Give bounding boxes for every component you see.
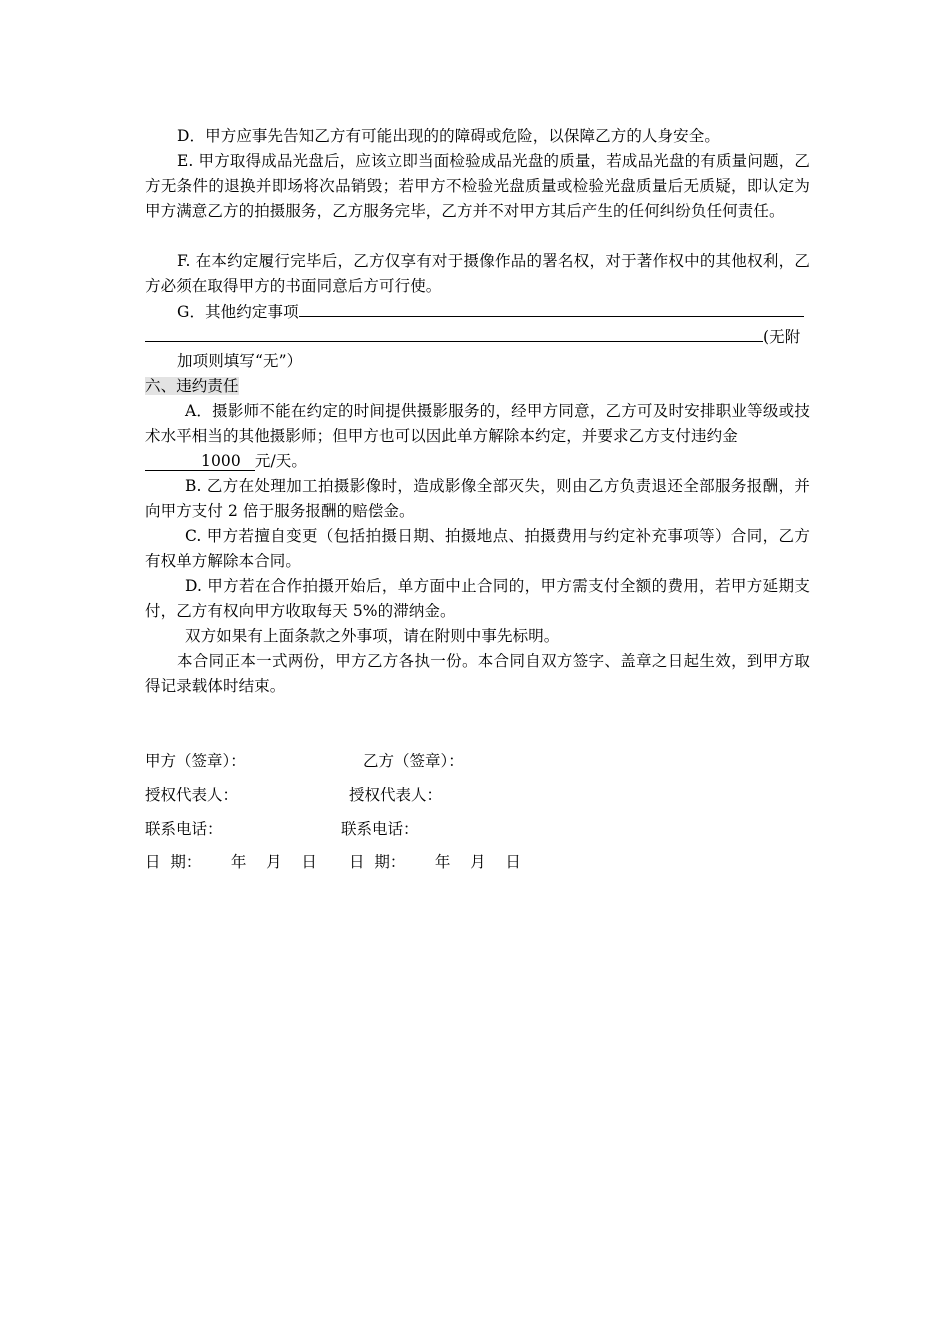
breach-a-amount: 1000 (145, 452, 255, 471)
section-6-heading: 六、违约责任 (145, 377, 239, 395)
clause-g-label: G．其他约定事项 (177, 303, 299, 321)
breach-c: C. 甲方若擅自变更（包括拍摄日期、拍摄地点、拍摄费用与约定补充事项等）合同，乙方有权单方解除本合同。 (145, 527, 810, 570)
clause-f: F. 在本约定履行完毕后，乙方仅享有对于摄像作品的署名权，对于著作权中的其他权利，乙方必须在取得甲方的书面同意后方可行使。 (145, 252, 810, 295)
phone-a: 联系电话： (145, 820, 223, 838)
clause-g-note-a: (无附 (763, 328, 801, 346)
phone-b: 联系电话： (341, 820, 419, 838)
clause-g-note-b: 加项则填写“无”） (177, 352, 303, 370)
clause-g (145, 299, 810, 325)
extra-note: 双方如果有上面条款之外事项，请在附则中事先标明。 (185, 627, 560, 645)
party-b-seal: 乙方（签章）： (363, 752, 464, 770)
party-a-seal: 甲方（签章）： (145, 752, 246, 770)
clause-g-blank-line-2[interactable] (145, 324, 763, 342)
date-b: 日 期： 年 月 日 (349, 853, 521, 871)
breach-a-text: A．摄影师不能在约定的时间提供摄影服务的，经甲方同意，乙方可及时安排职业等级或技术水平相当的其他摄影师；但甲方也可以因此单方解除本约定，并要求乙方支付违约金 (145, 402, 810, 445)
rep-a: 授权代表人： (145, 786, 239, 804)
breach-a (145, 399, 810, 474)
clause-d: D．甲方应事先告知乙方有可能出现的的障碍或危险，以保障乙方的人身安全。 (177, 127, 720, 145)
date-a: 日 期： 年 月 日 (145, 853, 317, 871)
breach-b: B. 乙方在处理加工拍摄影像时，造成影像全部灭失，则由乙方负责退还全部服务报酬，并向甲方支付 2 倍于服务报酬的赔偿金。 (145, 477, 810, 520)
rep-b: 授权代表人： (349, 786, 443, 804)
clause-g-note-line (177, 349, 777, 374)
breach-d: D. 甲方若在合作拍摄开始后，单方面中止合同的，甲方需支付全额的费用，若甲方延期支付，乙方有权向甲方收取每天 5%的滞纳金。 (145, 577, 810, 620)
section-6-heading-row (145, 374, 810, 399)
clause-e: E. 甲方取得成品光盘后，应该立即当面检验成品光盘的质量，若成品光盘的有质量问题，乙方无条件的退换并即场将次品销毁；若甲方不检验光盘质量或检验光盘质量后无质疑，即认定为甲方满意乙方的拍摄服务，乙方服务完毕，乙方并不对甲方其后产生的任何纠纷负任何责任。 (145, 152, 810, 220)
clause-g-blank-line-1[interactable] (299, 299, 804, 317)
breach-a-unit: 元/天。 (254, 452, 307, 470)
clause-g-line-2 (145, 324, 810, 350)
validity-clause: 本合同正本一式两份，甲方乙方各执一份。本合同自双方签字、盖章之日起生效，到甲方取得记录载体时结束。 (145, 652, 810, 695)
